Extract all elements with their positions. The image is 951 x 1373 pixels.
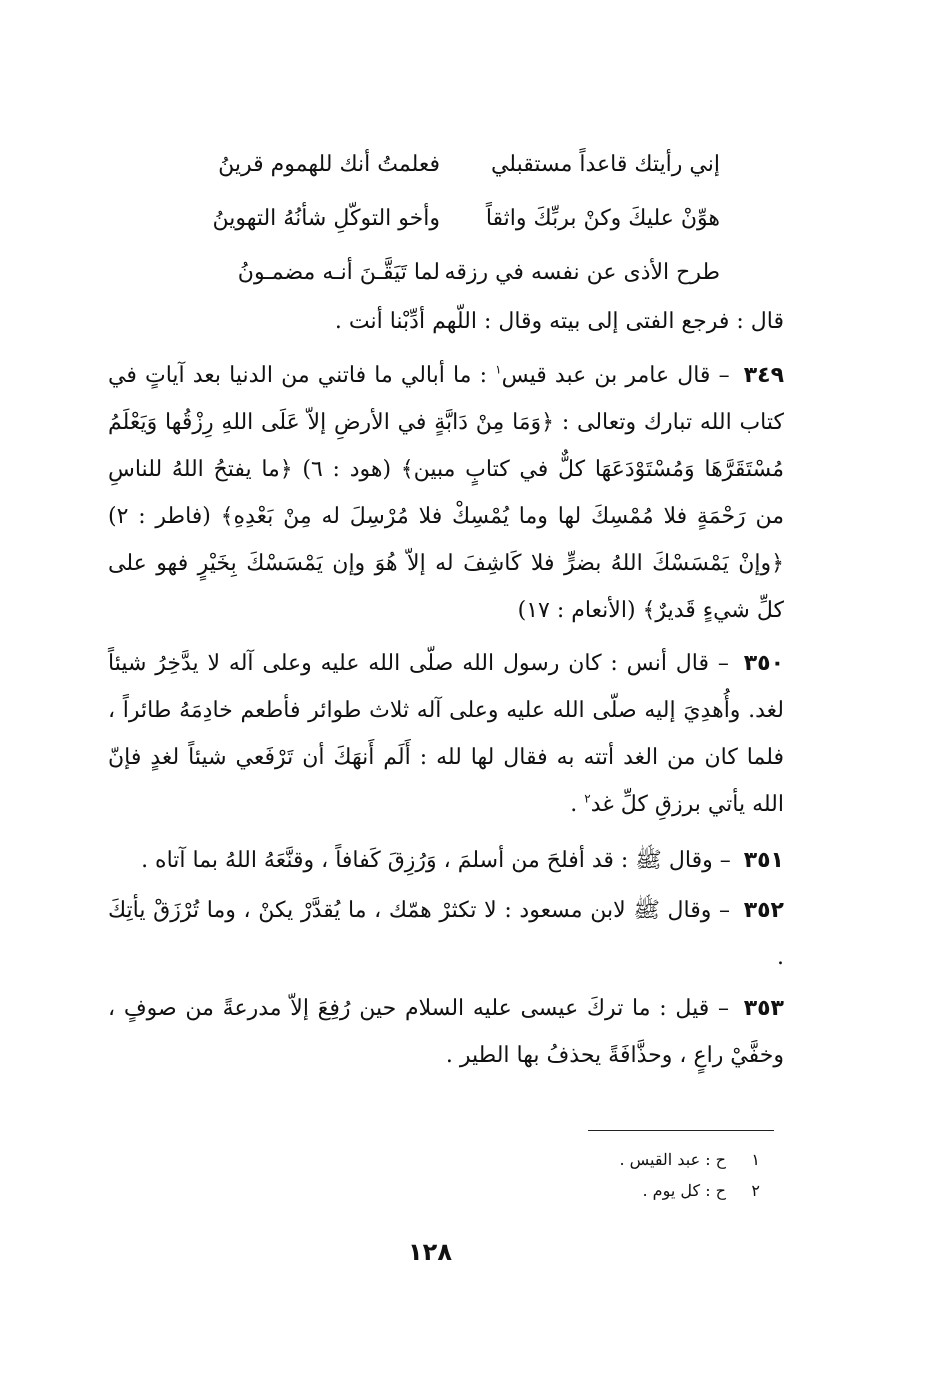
poem-first-hemistich: إني رأيتك قاعداً مستقبلي — [490, 152, 720, 177]
hadith-number: ٣٥٠ — [743, 651, 785, 676]
hadith-351 — [108, 837, 784, 884]
poem-second-hemistich: فعلمتُ أنك للهموم قرينُ — [218, 152, 440, 177]
hadith-text: – قال عامر بن عبد قيس — [501, 363, 730, 388]
footnote-ref: ١ — [495, 362, 502, 377]
page-number: ١٢٨ — [408, 1238, 452, 1266]
hadith-number: ٣٥٣ — [743, 996, 784, 1021]
poem-first-hemistich: هوِّنْ عليكَ وكنْ بربِّكَ واثقاً — [485, 206, 720, 231]
footnote-text: ح : كل يوم . — [642, 1181, 726, 1200]
footnotes — [560, 1144, 760, 1206]
footnote-text: ح : عبد القيس . — [619, 1150, 726, 1169]
poem-second-hemistich: لما تَيَقَّـنَ أنـه مضمـونُ — [237, 260, 440, 285]
footnote — [560, 1144, 760, 1175]
footnote — [560, 1175, 760, 1206]
hadith-text: – قيل : ما تركَ عيسى عليه السلام حين رُفِعَ إلاّ مدرعةً من صوفٍ ، وخفَّيْ راعٍ ، وحذَّافَةً يحذفُ بها الطير . — [108, 996, 784, 1068]
poem-second-hemistich: وأخو التوكّلِ شأنُهُ التهوينُ — [212, 206, 440, 231]
hadith-352 — [108, 887, 784, 981]
footnote-ref: ٢ — [584, 791, 591, 806]
hadith-text: – وقال ﷺ : قد أفلحَ من أسلمَ ، وَرُزِقَ كَفافاً ، وقنَّعَهُ اللهُ بما آتاه . — [141, 848, 731, 873]
footnote-number: ٢ — [751, 1181, 760, 1200]
hadith-text: – قال أنس : كان رسول الله صلّى الله عليه وعلى آله لا يدَّخِرُ شيئاً لغد. وأُهدِيَ إليه صلّى الله عليه وعلى آله ثلاث طوائر فأطعم خادِمَهُ طائراً ، فلما كان من الغد أتته به فقال لها لله : أَلَم أَنهَكَ أن تَرْفَعي شيئاً لغدٍ فإنّ الله يأتي برزقِ كلِّ غد — [108, 651, 785, 817]
hadith-number: ٣٥٢ — [743, 898, 784, 923]
hadith-number: ٣٥١ — [743, 848, 784, 873]
footnote-number: ١ — [751, 1150, 760, 1169]
hadith-text: – وقال ﷺ لابن مسعود : لا تكثرْ همّك ، ما يُقدَّرْ يكنْ ، وما تُرْزَقْ يأتِكَ . — [108, 898, 784, 970]
hadith-349 — [108, 352, 784, 634]
hadith-350 — [108, 640, 784, 828]
poem-verse — [180, 138, 720, 192]
closing-line: قال : فرجع الفتى إلى بيته وقال : اللّهم أدِّبْنا أنت . — [334, 309, 784, 334]
poem-first-hemistich: طرح الأذى عن نفسه في رزقه — [444, 260, 720, 285]
poem-verse — [180, 246, 720, 300]
poem-block — [180, 138, 720, 300]
poem-verse — [180, 192, 720, 246]
hadith-text-rest: . — [570, 792, 585, 817]
hadith-353 — [108, 985, 784, 1079]
hadith-number: ٣٤٩ — [743, 363, 785, 388]
hadith-text-rest: : ما أبالي ما فاتني من الدنيا بعد آياتٍ في كتاب الله تبارك وتعالى : ﴿وَمَا مِنْ دَابَّةٍ في الأرضِ إلاّ عَلَى اللهِ رِزْقُها وَيَعْلَمُ مُسْتَقَرَّهَا وَمُسْتَوْدَعَهَا كلٌّ في كتابٍ مبين﴾ (هود : ٦) ﴿ما يفتحُ اللهُ للناسِ من رَحْمَةٍ فلا مُمْسِكَ لها وما يُمْسِكْ فلا مُرْسِلَ له مِنْ بَعْدِهِ﴾ (فاطر : ٢) ﴿وإنْ يَمْسَسْكَ اللهُ بضرٍّ فلا كَاشِفَ له إلاّ هُوَ وإن يَمْسَسْكَ بِخَيْرٍ فهو على كلِّ شيءٍ قَديرٌ﴾ (الأنعام : ١٧) — [108, 363, 784, 623]
footnote-divider — [588, 1130, 774, 1131]
